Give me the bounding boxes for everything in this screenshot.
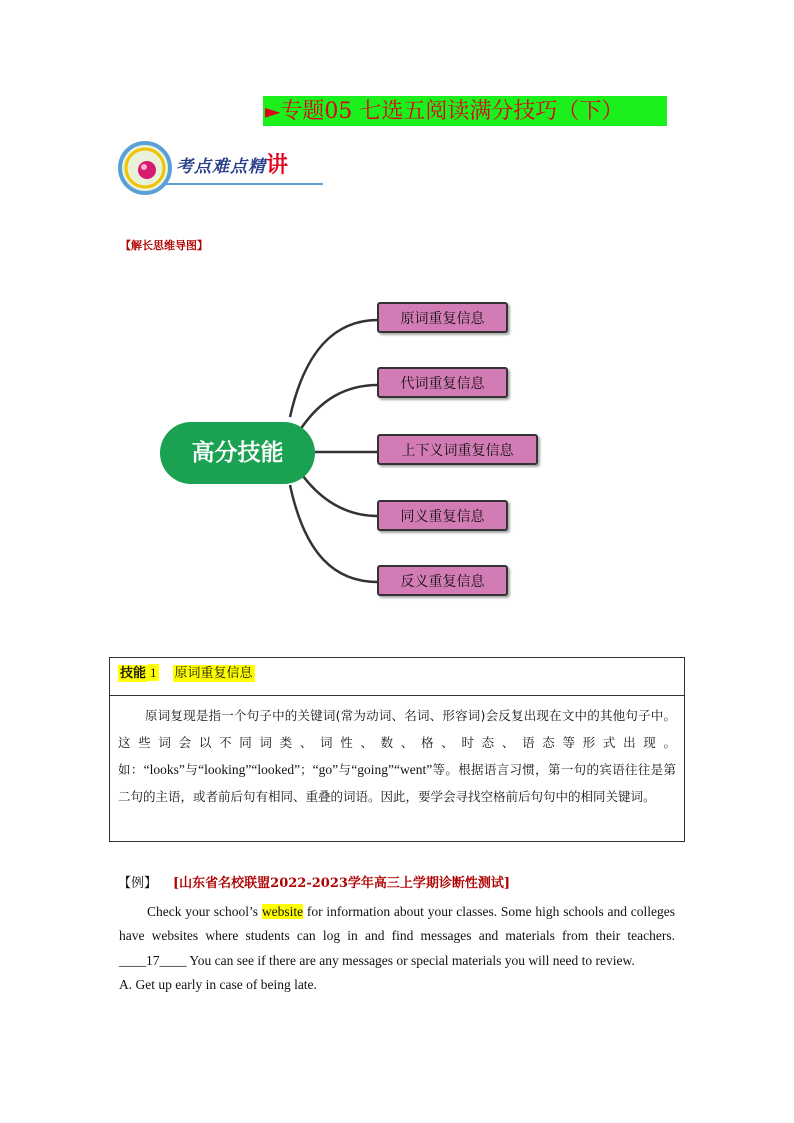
skill-text-2: 与 (184, 762, 199, 777)
branch-hypernym: 上下义词重复信息 (377, 434, 538, 465)
logo-text (176, 148, 289, 179)
passage-text-pre: Check your school’s (147, 904, 262, 919)
skill-example-going: “going”“went” (351, 762, 433, 777)
title-text: 专题05 七选五阅读满分技巧（下） (280, 99, 624, 124)
skill-number: 1 (150, 665, 157, 680)
mindmap-label: 【解长思维导图】 (120, 239, 208, 252)
skill-label: 技能 (120, 666, 147, 681)
skill-name: 原词重复信息 (174, 666, 253, 681)
skill-header (110, 658, 684, 696)
branch-synonym: 同义重复信息 (377, 500, 508, 531)
skill-description (118, 702, 676, 810)
document-title (263, 96, 667, 126)
passage-highlight: website (261, 904, 304, 919)
triangle-arrow-icon: ► (265, 99, 281, 123)
passage-paragraph (119, 900, 675, 973)
option-a: A. Get up early in case of being late. (119, 976, 317, 992)
logo-big-char: 讲 (266, 152, 290, 178)
branch-original-word: 原词重复信息 (377, 302, 508, 333)
example-passage (119, 900, 675, 997)
skill-text-3: ； (300, 762, 313, 777)
skill-text-4: 与 (338, 762, 352, 777)
skill-example-go: “go” (312, 762, 339, 777)
passage-text-post: for information about your classes. Some high schools and colleges have websites where students can log in and find messages and materials from their teachers. ____17____ You can see if there are any messages or special materials you will need to review. (119, 904, 675, 968)
example-heading (118, 872, 510, 891)
skill-box (109, 657, 685, 842)
example-label: 【例】 (118, 876, 158, 891)
skill-example-looks: “looks” (143, 762, 185, 777)
branch-pronoun: 代词重复信息 (377, 367, 508, 398)
logo-caption: 考点难点精 (176, 157, 266, 177)
example-source: [山东省名校联盟2022-2023学年高三上学期诊断性测试] (173, 876, 511, 891)
skill-text-1: 原词复现是指一个句子中的关键词(常为动词、名词、形容词)会反复出现在文中的其他句子中。这些词会以不同词类、词性、数、格、时态、语态等形式出现。如： (118, 708, 676, 777)
branch-antonym: 反义重复信息 (377, 565, 508, 596)
skill-text-5: 等。根据语言习惯，第一句的宾语往往是第二句的主语，或者前后句有相同、重叠的词语。因此，要学会寻找空格前后句句中的相同关键词。 (118, 762, 676, 804)
skill-example-looking: “looking”“looked” (198, 762, 301, 777)
mindmap-center-node: 高分技能 (160, 422, 315, 484)
